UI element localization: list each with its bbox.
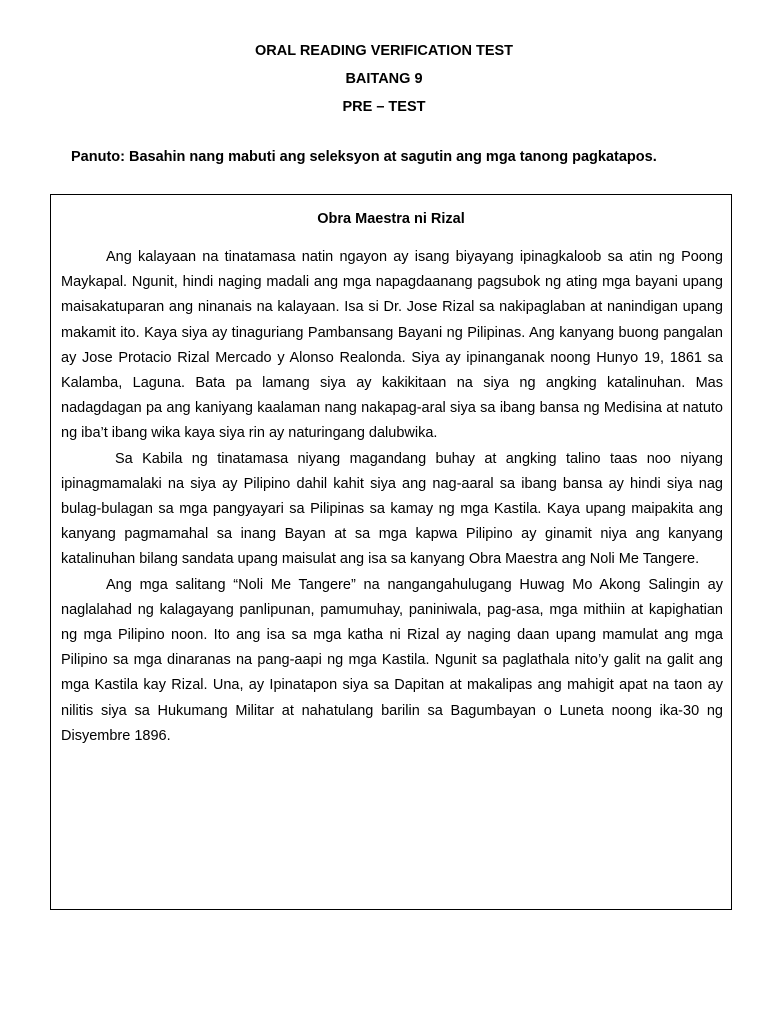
- instructions: Panuto: Basahin nang mabuti ang seleksyon at sagutin ang mga tanong pagkatapos.: [71, 149, 657, 165]
- test-type: PRE – TEST: [342, 99, 426, 115]
- passage-box: [50, 194, 732, 910]
- paragraph-3: Ang mga salitang “Noli Me Tangere” na nangangahulugang Huwag Mo Akong Salingin ay naglalahad ng kalagayang panlipunan, pamumuhay, paniniwala, pag-asa, mga mithiin at kapighatian ng mga Pilipino noon. Ito ang isa sa mga katha ni Rizal ay naging daan upang mamulat ang mga Pilipino sa mga dinaranas na pang-aapi ng mga Kastila. Ngunit sa paglathala nito’y galit na galit ang mga Kastila kay Rizal. Una, ay Ipinatapon siya sa Dapitan at makalipas ang mahigit apat na taon ay nilitis siya sa Hukumang Militar at nahatulang barilin sa Bagumbayan o Luneta noong ika-30 ng Disyembre 1896.: [61, 576, 723, 744]
- passage-body: [61, 245, 723, 749]
- test-title: ORAL READING VERIFICATION TEST: [254, 43, 514, 59]
- grade-level: BAITANG 9: [345, 71, 423, 87]
- paragraph-2: Sa Kabila ng tinatamasa niyang magandang buhay at angking talino taas noo niyang ipinagmamalaki na siya ay Pilipino dahil kahit siya ang nag-aaral sa ibang bansa ay hindi siya nag bulag-bulagan sa mga pangyayari sa Pilipinas sa kamay ng mga Kastila. Kaya upang maipakita ang kanyang pagmamahal sa inang Bayan at sa mga kapwa Pilipino ay ginamit niya ang kanyang katalinuhan bilang sandata upang maisulat ang isa sa kanyang Obra Maestra ang Noli Me Tangere.: [61, 450, 723, 568]
- paragraph-1: Ang kalayaan na tinatamasa natin ngayon ay isang biyayang ipinagkaloob sa atin ng Poong Maykapal. Ngunit, hindi naging madali ang mga napagdaanang pagsubok ng ating mga bayani upang maisakatuparan ang ninanais na kalayaan. Isa si Dr. Jose Rizal sa nakipaglaban at nanindigan upang makamit ito. Kaya siya ay tinaguriang Pambansang Bayani ng Pilipinas. Ang kanyang buong pangalan ay Jose Protacio Rizal Mercado y Alonso Realonda. Siya ay ipinanganak noong Hunyo 19, 1861 sa Kalamba, Laguna. Bata pa lamang siya ay kakikitaan na siya ng angking katalinuhan. Mas nadagdagan pa ang kaniyang kaalaman nang nakapag-aral siya sa ibang bansa ng Medisina at natuto ng iba’t ibang wika kaya siya rin ay naturingang dalubwika.: [61, 249, 723, 442]
- passage-title: Obra Maestra ni Rizal: [317, 211, 465, 227]
